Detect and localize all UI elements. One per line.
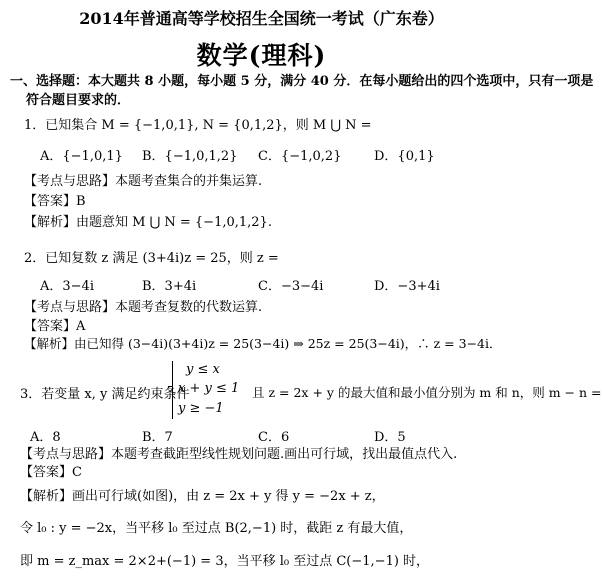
q1-option-b: B．{−1,0,1,2} <box>142 149 238 164</box>
q3-kaodian: 【考点与思路】本题考查截距型线性规划问题.画出可行域，找出最值点代入. <box>20 447 458 462</box>
q3-line-l0: 令 l₀ : y = −2x，当平移 l₀ 至过点 B(2,−1) 时，截距 z 有最大值， <box>20 521 413 536</box>
q1-kaodian: 【考点与思路】本题考查集合的并集运算. <box>24 174 263 189</box>
q3-option-a: A．8 <box>30 430 61 445</box>
exam-subtitle: 数学(理科) <box>196 41 327 70</box>
q3-jiexi: 【解析】画出可行域(如图)，由 z = 2x + y 得 y = −2x + z， <box>20 489 385 504</box>
q3-stem-post: 且 z = 2x + y 的最大值和最小值分别为 m 和 n，则 m − n = <box>252 385 602 400</box>
q2-option-c: C．−3−4i <box>258 279 324 294</box>
q1-stem: 1．已知集合 M = {−1,0,1}, N = {0,1,2}，则 M ⋃ N = <box>24 118 372 133</box>
q3-answer: 【答案】C <box>20 465 82 480</box>
section-heading-line2: 符合题目要求的． <box>26 93 131 108</box>
q2-option-a: A．3−4i <box>40 279 94 294</box>
q1-option-d: D．{0,1} <box>374 149 435 164</box>
q2-jiexi: 【解析】由已知得 (3−4i)(3+4i)z = 25(3−4i) ⇒ 25z = 25(3−4i)，∴ z = 3−4i． <box>24 336 502 351</box>
q1-option-a: A．{−1,0,1} <box>40 149 123 164</box>
q3-constraint-1: y ≤ x <box>186 362 220 377</box>
section-heading-line1: 一、选择题：本大题共 8 小题，每小题 5 分，满分 40 分．在每小题给出的四个选项中，只有一项是 <box>10 74 594 89</box>
q1-answer: 【答案】B <box>24 194 86 209</box>
q3-constraint-2: x + y ≤ 1 <box>178 381 240 396</box>
q3-option-d: D．5 <box>374 430 406 445</box>
q2-kaodian: 【考点与思路】本题考查复数的代数运算. <box>24 300 263 315</box>
q2-option-b: B．3+4i <box>142 279 197 294</box>
q3-option-c: C．6 <box>258 430 290 445</box>
q1-jiexi: 【解析】由题意知 M ⋃ N = {−1,0,1,2}. <box>24 215 272 230</box>
q3-stem-pre: 3．若变量 x, y 满足约束条件 <box>20 387 190 402</box>
q2-option-d: D．−3+4i <box>374 279 440 294</box>
q3-line-m: 即 m = z_max = 2×2+(−1) = 3，当平移 l₀ 至过点 C(−1,−1) 时， <box>20 554 430 569</box>
q3-constraint-3: y ≥ −1 <box>178 401 224 416</box>
q3-option-b: B．7 <box>142 430 173 445</box>
q2-answer: 【答案】A <box>24 319 86 334</box>
q2-stem: 2．已知复数 z 满足 (3+4i)z = 25，则 z = <box>24 251 279 266</box>
exam-title: 2014年普通高等学校招生全国统一考试（广东卷） <box>79 9 444 28</box>
q1-option-c: C．{−1,0,2} <box>258 149 342 164</box>
